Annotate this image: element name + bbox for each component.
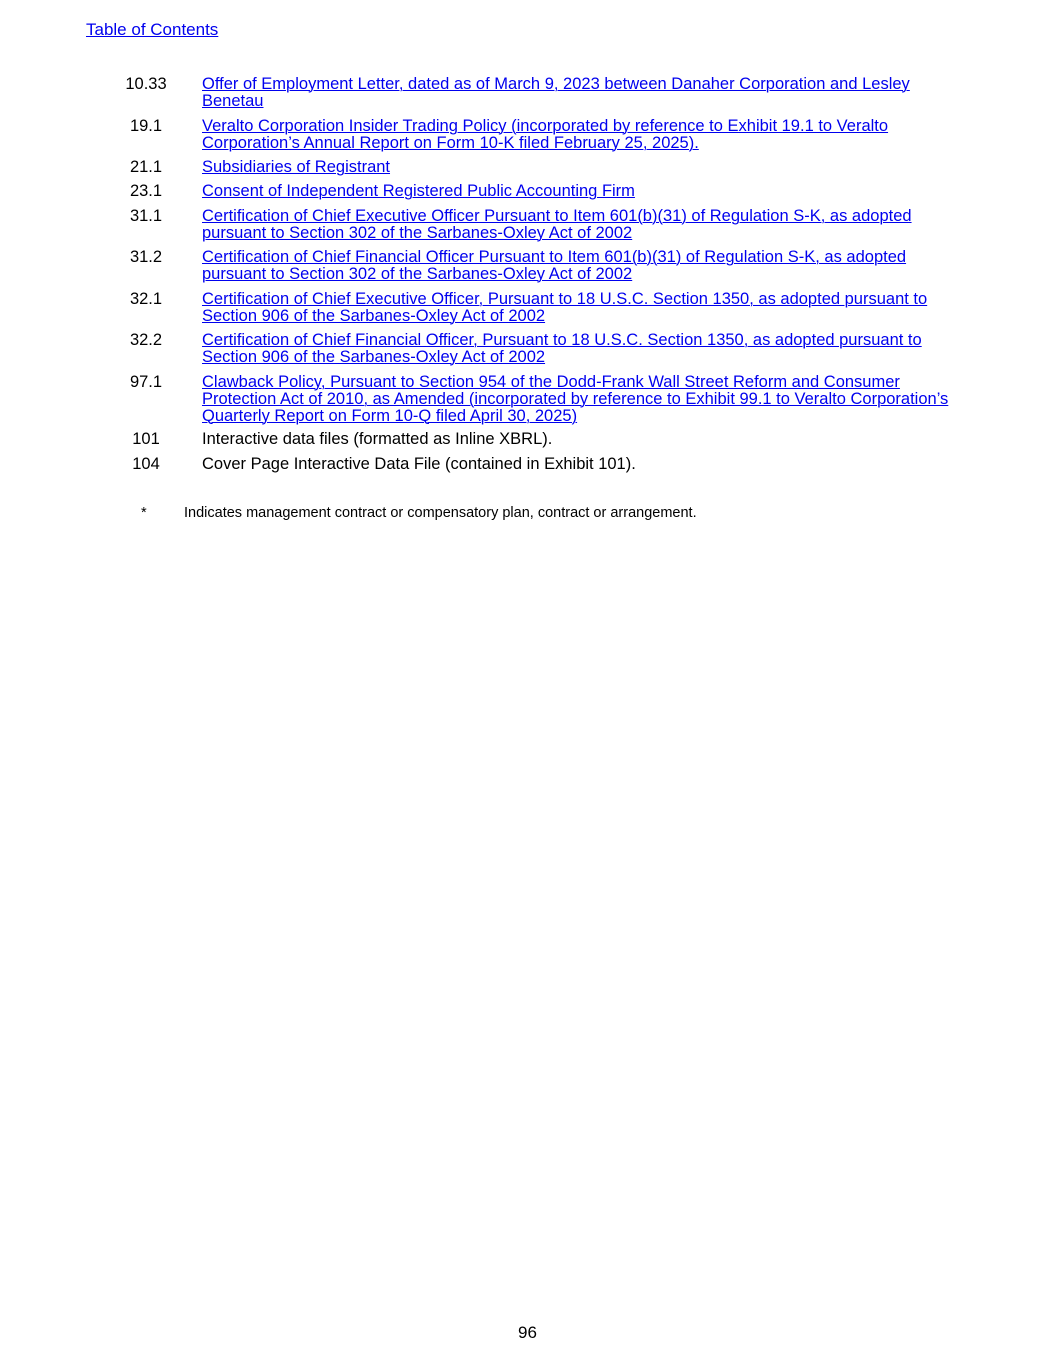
table-of-contents-link[interactable]: Table of Contents bbox=[86, 20, 219, 39]
exhibit-number: 104 bbox=[132, 455, 160, 473]
exhibit-number: 23.1 bbox=[129, 182, 163, 200]
exhibit-link[interactable]: Consent of Independent Registered Public Accounting Firm bbox=[202, 182, 635, 200]
exhibit-description: Cover Page Interactive Data File (contained in Exhibit 101). bbox=[202, 455, 636, 473]
footnote-text: Indicates management contract or compensatory plan, contract or arrangement. bbox=[184, 505, 697, 521]
exhibit-number: 10.33 bbox=[125, 75, 167, 93]
exhibit-link[interactable]: Certification of Chief Executive Officer Pursuant to Item 601(b)(31) of Regulation S-K, as adopted pursuant to Section 302 of the Sarbanes-Oxley Act of 2002 bbox=[202, 207, 912, 242]
exhibit-row bbox=[0, 183, 1055, 208]
exhibit-row bbox=[0, 118, 1055, 159]
exhibit-row bbox=[0, 431, 1055, 456]
exhibit-link[interactable]: Certification of Chief Financial Officer, Pursuant to 18 U.S.C. Section 1350, as adopted pursuant to Section 906 of the Sarbanes-Oxley Act of 2002 bbox=[202, 331, 922, 366]
exhibit-row bbox=[0, 291, 1055, 332]
exhibit-number: 19.1 bbox=[129, 117, 163, 135]
exhibit-number: 32.1 bbox=[129, 290, 163, 308]
exhibit-number: 31.2 bbox=[129, 248, 163, 266]
exhibit-description: Interactive data files (formatted as Inline XBRL). bbox=[202, 430, 553, 448]
exhibit-link[interactable]: Subsidiaries of Registrant bbox=[202, 158, 391, 176]
exhibit-row bbox=[0, 208, 1055, 249]
exhibit-link[interactable]: Certification of Chief Financial Officer Pursuant to Item 601(b)(31) of Regulation S-K, as adopted pursuant to Section 302 of the Sarbanes-Oxley Act of 2002 bbox=[202, 248, 907, 283]
exhibit-row bbox=[0, 332, 1055, 374]
exhibit-number: 31.1 bbox=[129, 207, 163, 225]
footnote-mark: * bbox=[141, 505, 147, 521]
exhibit-row bbox=[0, 159, 1055, 183]
exhibit-number: 32.2 bbox=[129, 331, 163, 349]
exhibit-link[interactable]: Offer of Employment Letter, dated as of March 9, 2023 between Danaher Corporation and Lesley Benetau bbox=[202, 75, 910, 110]
exhibit-row bbox=[0, 374, 1055, 431]
page-number: 96 bbox=[518, 1323, 537, 1342]
exhibit-number: 97.1 bbox=[129, 373, 163, 391]
exhibit-link[interactable]: Veralto Corporation Insider Trading Policy (incorporated by reference to Exhibit 19.1 to Veralto Corporation’s Annual Report on Form 10-K filed February 25, 2025). bbox=[202, 117, 889, 152]
exhibit-number: 101 bbox=[132, 430, 160, 448]
exhibit-link[interactable]: Certification of Chief Executive Officer, Pursuant to 18 U.S.C. Section 1350, as adopted pursuant to Section 906 of the Sarbanes-Oxley Act of 2002 bbox=[202, 290, 928, 325]
exhibit-row bbox=[0, 76, 1055, 118]
footnote bbox=[0, 505, 1055, 522]
exhibit-number: 21.1 bbox=[129, 158, 163, 176]
exhibit-link[interactable]: Clawback Policy, Pursuant to Section 954 of the Dodd-Frank Wall Street Reform and Consumer Protection Act of 2010, as Amended (incorporated by reference to Exhibit 99.1 to Veralto Corporation’s Quarterly Report on Form 10-Q filed April 30, 2025) bbox=[202, 373, 949, 425]
exhibit-row bbox=[0, 249, 1055, 291]
exhibit-row bbox=[0, 456, 1055, 481]
exhibit-list bbox=[0, 76, 1055, 481]
